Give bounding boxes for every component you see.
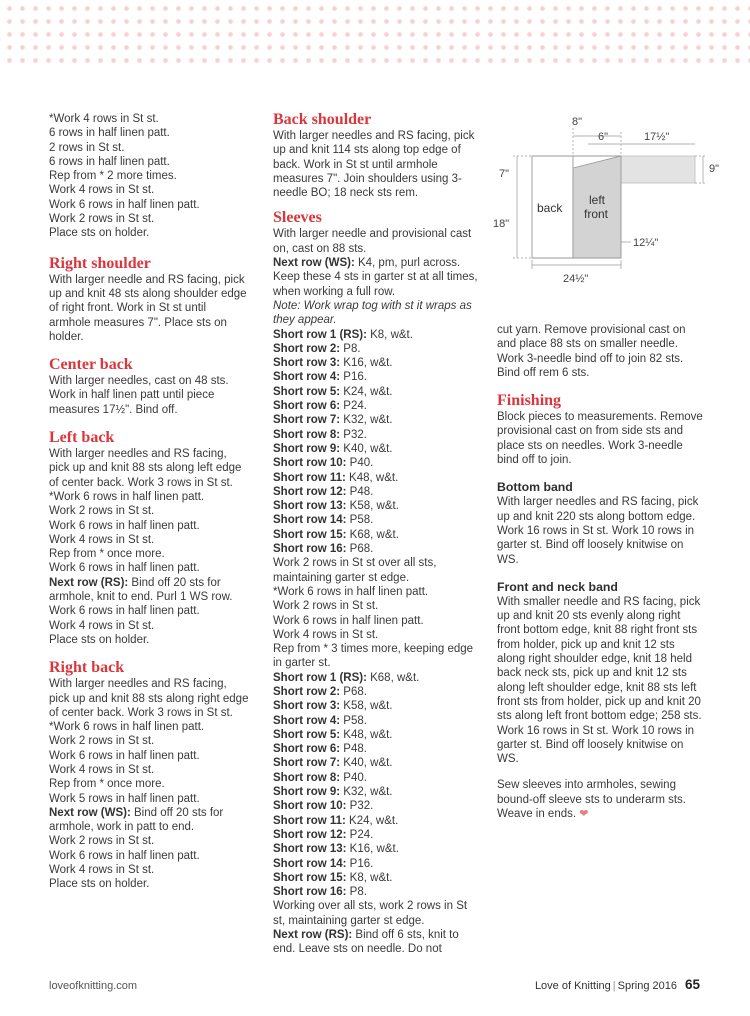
row-label: Short row 2: [273,342,341,355]
body-text: With larger needle and RS facing, pick up and knit 48 sts along shoulder edge of right front. Work in St st until armhole measures 7". Place sts on holder. [49,273,247,343]
body-text: With larger needles and RS facing, pick up and knit 88 sts along left edge of center back. Work 3 rows in St st. [49,448,242,489]
section-heading: Right shoulder [49,254,151,272]
body-text: Work 4 rows in St st. [273,628,379,641]
body-text: cut yarn. Remove provisional cast on and place 88 sts on smaller needle. Work 3-needle bind off to join 82 sts. Bind off rem 6 sts. [497,324,686,379]
row-text: K68, w&t. [346,528,399,541]
row-label: Next row (RS): [273,929,353,942]
body-text: Work 2 rows in St st. [49,735,155,748]
row-label: Short row 10: [273,457,347,470]
instruction-row [273,685,478,699]
row-label: Short row 7: [273,757,341,770]
body-text: With smaller needle and RS facing, pick up and knit 20 sts evenly along right front bottom edge, knit 88 right front sts from holder, pick up and knit 12 sts along right shoulder edge, knit 18 held back neck sts, pick up and knit 12 sts along left shoulder edge, knit 88 sts left front sts from holder, pick up and knit 20 sts along left front bottom edge; 258 sts. Work 16 rows in St st. Work 10 rows in garter st. Bind off loosely knitwise on WS. [497,595,702,766]
row-label: Short row 4: [273,371,341,384]
body-text: Rep from * 2 more times. [49,170,177,183]
polka-dot-header [0,0,750,64]
row-label: Short row 6: [273,743,341,756]
row-label: Short row 2: [273,685,341,698]
body-text: Work 2 rows in St st. [49,505,155,518]
column-right [497,323,705,821]
instruction-row [273,814,478,828]
row-text: K48, w&t. [340,728,393,741]
instruction-row [273,842,478,856]
instruction-row [273,542,478,556]
body-text: *Work 6 rows in half linen patt. [49,721,205,734]
row-label: Next row (WS): [273,257,355,270]
body-text: Work 2 rows in St st. [49,213,155,226]
body-text: 2 rows in St st. [49,141,125,154]
body-text: 6 rows in half linen patt. [49,127,170,140]
row-text: K8, w&t. [346,871,393,884]
row-label: Short row 11: [273,814,346,827]
instruction-row [273,471,478,485]
body-text: Work 4 rows in St st. [49,619,155,632]
row-text: K68, w&t. [366,671,420,684]
body-text: Work 6 rows in half linen patt. [49,849,200,862]
footer-magazine: Love of Knitting [534,980,611,992]
row-text: P40. [340,771,367,784]
body-text: Work 6 rows in half linen patt. [49,519,200,532]
footer-divider: | [612,980,616,992]
row-label: Short row 12: [273,485,347,498]
row-label: Short row 14: [273,514,347,527]
instruction-row [273,356,478,370]
instruction-row [273,513,478,527]
body-text: Work 2 rows in St st over all sts, maintaining garter st edge. [273,557,437,584]
instruction-row [273,699,478,713]
body-text: Rep from * 3 times more, keeping edge in garter st. [273,643,474,670]
row-text: Bind off 20 sts for armhole, work in patt to end. [49,806,224,834]
label-back: back [537,201,563,215]
section-heading: Sleeves [273,209,322,227]
row-label: Short row 3: [273,700,341,713]
dim-length-label: 18" [493,218,510,230]
body-text: *Work 6 rows in half linen patt. [49,490,205,503]
instruction-row [273,742,478,756]
row-text: P32. [340,428,367,441]
column-middle [273,110,478,957]
row-label: Short row 8: [273,428,341,441]
section-heading: Center back [49,356,133,374]
body-text: Work 4 rows in St st. [49,184,155,197]
section-heading: Right back [49,659,125,677]
row-text: K40, w&t. [340,442,393,455]
body-text-content: Sew sleeves into armholes, sewing bound-off sleeve sts to underarm sts. Weave in ends. [497,779,686,821]
instruction-row [49,576,249,605]
body-text: Work 6 rows in half linen patt. [49,749,200,762]
row-text: P40. [346,457,374,470]
instruction-row [273,928,478,957]
body-text: Work 5 rows in half linen patt. [49,792,200,805]
label-front: front [584,207,609,221]
row-text: K8, w&t. [366,328,413,341]
instruction-row [273,857,478,871]
footer-issue: Spring 2016 [617,980,677,992]
body-text: Work 2 rows in St st. [49,835,155,848]
dim-neck-label: 6" [598,131,609,143]
label-left: left [589,193,606,207]
body-text: With larger needles and RS facing, pick up and knit 220 sts along bottom edge. Work 16 rows in St st. Work 10 rows in garter st. Bind off loosely knitwise on WS. [497,496,699,566]
row-text: P16. [340,371,367,384]
body-text: With larger needles and RS facing, pick up and knit 88 sts along right edge of center back. Work 3 rows in St st. [49,678,249,719]
subsection-heading: Front and neck band [497,579,618,594]
instruction-row [273,413,478,427]
dim-sleeve-label: 17½" [644,131,670,143]
schematic-diagram [485,110,735,290]
row-label: Short row 9: [273,786,341,799]
instruction-row [273,828,478,842]
instruction-row [273,399,478,413]
row-label: Short row 1 (RS): [273,671,367,684]
body-text: Work 4 rows in St st. [49,533,155,546]
dim-top-label: 8" [572,116,583,128]
row-label: Short row 15: [273,871,347,884]
row-text: K24, w&t. [340,385,393,398]
instruction-row [273,499,478,513]
row-text: P8. [346,886,367,899]
row-text: Bind off 20 sts for armhole, knit to end. Purl 1 WS row. [49,576,233,604]
row-label: Short row 5: [273,385,341,398]
instruction-row [49,806,249,835]
instruction-row [273,756,478,770]
row-label: Short row 1 (RS): [273,328,367,341]
sleeve-shape [621,156,695,183]
row-label: Short row 5: [273,728,341,741]
instruction-row [273,256,478,299]
subsection-heading: Bottom band [497,480,573,495]
section-heading: Finishing [497,392,562,410]
row-text: K4, pm, purl across. Keep these 4 sts in garter st at all times, when working a full row. [273,257,478,298]
instruction-row [273,328,478,342]
body-text: Work 4 rows in St st. [49,763,155,776]
row-label: Next row (RS): [49,576,129,589]
row-label: Short row 16: [273,886,347,899]
row-text: P24. [346,828,374,841]
body-text: 6 rows in half linen patt. [49,155,170,168]
instruction-row [273,370,478,384]
row-label: Short row 11: [273,471,346,484]
row-label: Short row 8: [273,771,341,784]
body-text: With larger needle and provisional cast on, cast on 88 sts. [273,228,472,255]
row-text: P58. [340,714,367,727]
row-text: P68. [346,543,374,556]
row-text: P16. [346,857,374,870]
row-text: P8. [340,342,361,355]
row-label: Short row 15: [273,528,347,541]
page-number: 65 [684,977,700,992]
dim-underarm-label: 12¼" [633,237,659,249]
row-label: Short row 16: [273,543,347,556]
body-text: Place sts on holder. [49,633,150,646]
instruction-row [273,342,478,356]
instruction-row [273,528,478,542]
row-label: Short row 6: [273,400,341,413]
row-label: Short row 14: [273,857,347,870]
instruction-row [273,428,478,442]
footer-website: loveofknitting.com [49,980,138,992]
body-text: Note: Work wrap tog with st it wraps as they appear. [273,299,472,327]
instruction-row [273,885,478,899]
body-text: Work 4 rows in St st. [49,864,155,877]
dim-width-label: 24½" [563,273,589,285]
row-text: P58. [346,514,374,527]
row-text: K16, w&t. [346,843,399,856]
row-text: P68. [340,685,367,698]
row-label: Short row 3: [273,357,341,370]
row-text: K16, w&t. [340,357,393,370]
instruction-row [273,871,478,885]
column-left [49,112,249,892]
row-text: K32, w&t. [340,414,393,427]
row-label: Short row 7: [273,414,341,427]
body-text: Working over all sts, work 2 rows in St st, maintaining garter st edge. [273,900,468,927]
row-label: Next row (WS): [49,806,131,819]
row-text: K58, w&t. [346,500,399,513]
body-text: With larger needles and RS facing, pick up and knit 114 sts along top edge of back. Work in St st until armhole measures 7". Join shoulders using 3-needle BO; 18 neck sts rem. [273,130,475,200]
body-text: Work 6 rows in half linen patt. [49,605,200,618]
body-text: Rep from * once more. [49,778,165,791]
row-text: K58, w&t. [340,700,393,713]
row-text: P48. [346,485,374,498]
section-heading: Left back [49,429,115,447]
section-heading: Back shoulder [273,111,372,128]
row-text: P24. [340,400,367,413]
dim-armhole-label: 7" [499,168,510,180]
body-text [497,778,705,821]
body-text: Place sts on holder. [49,878,150,891]
body-text: Work 6 rows in half linen patt. [273,614,424,627]
instruction-row [273,671,478,685]
dim-cuff-label: 9" [709,163,720,175]
footer-folio [535,977,700,992]
instruction-row [273,785,478,799]
row-label: Short row 13: [273,500,347,513]
row-label: Short row 10: [273,800,347,813]
row-label: Short row 12: [273,828,347,841]
body-text: Work 2 rows in St st. [273,600,379,613]
row-text: Bind off 6 sts, knit to end. Leave sts on needle. Do not [273,929,459,956]
body-text: With larger needles, cast on 48 sts. Work in half linen patt until piece measures 17½". Bind off. [49,375,229,416]
instruction-row [273,714,478,728]
body-text: Work 6 rows in half linen patt. [49,198,200,211]
row-label: Short row 4: [273,714,341,727]
instruction-row [273,485,478,499]
instruction-row [273,771,478,785]
instruction-row [273,442,478,456]
body-text: Block pieces to measurements. Remove provisional cast on from side sts and place sts on needles. Work 3-needle bind off to join. [497,411,703,467]
row-text: P32. [346,800,374,813]
row-text: K48, w&t. [345,471,399,484]
instruction-row [273,456,478,470]
body-text: *Work 4 rows in St st. [49,113,159,125]
instruction-row [273,385,478,399]
body-text: Work 6 rows in half linen patt. [49,562,200,575]
row-text: P48. [340,743,367,756]
row-text: K40, w&t. [340,757,393,770]
body-text: *Work 6 rows in half linen patt. [273,585,429,598]
heart-icon: ❤ [579,808,589,821]
row-label: Short row 13: [273,843,347,856]
row-label: Short row 9: [273,442,341,455]
row-text: K24, w&t. [345,814,399,827]
row-text: K32, w&t. [340,786,393,799]
instruction-row [273,728,478,742]
body-text: Rep from * once more. [49,548,165,561]
body-text: Place sts on holder. [49,227,150,240]
instruction-row [273,799,478,813]
